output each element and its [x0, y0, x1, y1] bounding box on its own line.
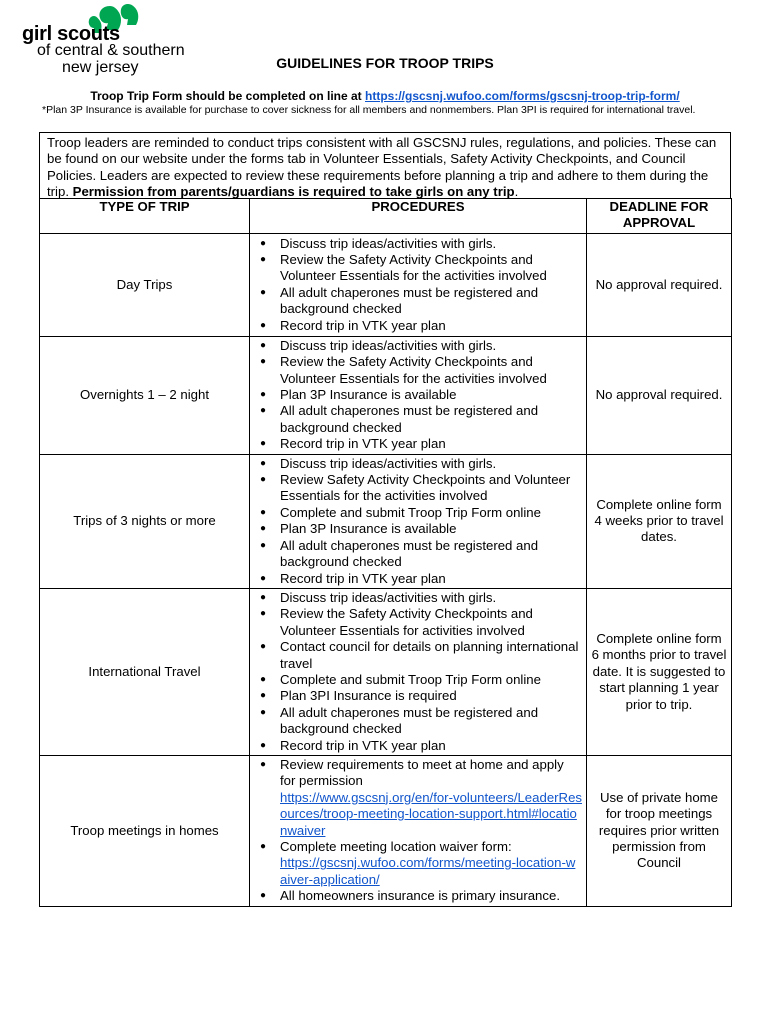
header-procedures: PROCEDURES [250, 199, 587, 234]
procedure-item: ● Discuss trip ideas/activities with girls. [254, 590, 582, 606]
procedure-item: ● Complete and submit Troop Trip Form online [254, 672, 582, 688]
procedures [250, 755, 587, 906]
procedure-item: ● Discuss trip ideas/activities with girls. [254, 338, 582, 354]
trip-type: Overnights 1 – 2 night [40, 336, 250, 454]
table-row [40, 588, 732, 755]
procedure-text: Complete meeting location waiver form: [280, 839, 512, 854]
procedures [250, 336, 587, 454]
procedure-item [254, 839, 582, 888]
logo-line-2: of central & southern [37, 42, 185, 59]
approval-deadline: No approval required. [587, 233, 732, 336]
procedure-item: ● Discuss trip ideas/activities with girls. [254, 456, 582, 472]
procedure-item: ● All adult chaperones must be registered and background checked [254, 705, 582, 738]
header-deadline: DEADLINE FOR APPROVAL [587, 199, 732, 234]
approval-deadline: No approval required. [587, 336, 732, 454]
approval-deadline: Complete online form 4 weeks prior to travel dates. [587, 454, 732, 588]
table-header-row [40, 199, 732, 234]
procedures [250, 588, 587, 755]
procedure-text: Review requirements to meet at home and apply for permission [280, 756, 564, 789]
procedure-item: ● Plan 3PI Insurance is required [254, 688, 582, 704]
procedure-item [254, 757, 582, 839]
procedure-item: ● Record trip in VTK year plan [254, 436, 582, 452]
trip-guidelines-table [39, 198, 732, 907]
location-waiver-link[interactable]: https://gscsnj.wufoo.com/forms/meeting-location-waiver-application/ [280, 855, 576, 887]
location-support-link[interactable]: https://www.gscsnj.org/en/for-volunteers/LeaderResources/troop-meeting-location-support.html#locationwaiver [280, 789, 582, 838]
procedure-item: ● All adult chaperones must be registered and background checked [254, 403, 582, 436]
procedure-item: ● Record trip in VTK year plan [254, 738, 582, 754]
procedure-item: ● Review the Safety Activity Checkpoints and Volunteer Essentials for the activities involved [254, 252, 582, 285]
procedure-item: ● Discuss trip ideas/activities with girls. [254, 236, 582, 252]
troop-trip-form-link[interactable]: https://gscsnj.wufoo.com/forms/gscsnj-troop-trip-form/ [365, 89, 680, 103]
table-row [40, 336, 732, 454]
procedure-item: ● All homeowners insurance is primary insurance. [254, 888, 582, 904]
procedures [250, 233, 587, 336]
form-line [40, 89, 730, 103]
logo-brand: girl scouts [22, 23, 120, 45]
trip-type: Troop meetings in homes [40, 755, 250, 906]
table-row [40, 755, 732, 906]
procedure-item: ● Review the Safety Activity Checkpoints and Volunteer Essentials for the activities involved [254, 354, 582, 387]
table-row [40, 454, 732, 588]
approval-deadline: Use of private home for troop meetings requires prior written permission from Council [587, 755, 732, 906]
notice-text: Troop leaders are reminded to conduct trips consistent with all GSCSNJ rules, regulations, and policies. These can be found on our website under the forms tab in Volunteer Essentials, Safety Activity Checkpoints, and Council Policies. Leaders are expected to review these requirements before planning a trip and adhere to them during the trip. [47, 135, 717, 200]
procedure-item: ● Record trip in VTK year plan [254, 318, 582, 334]
procedure-item: ● Review Safety Activity Checkpoints and Volunteer Essentials for the activities involved [254, 472, 582, 505]
procedure-item: ● Review the Safety Activity Checkpoints and Volunteer Essentials for activities involved [254, 606, 582, 639]
notice-end: . [514, 184, 519, 200]
header-type: TYPE OF TRIP [40, 199, 250, 234]
procedure-item: ● All adult chaperones must be registered and background checked [254, 285, 582, 318]
form-line-text: Troop Trip Form should be completed on line at [90, 89, 365, 103]
procedure-item: ● Plan 3P Insurance is available [254, 387, 582, 403]
procedure-item: ● All adult chaperones must be registered and background checked [254, 538, 582, 571]
approval-deadline: Complete online form 6 months prior to travel date. It is suggested to start planning 1 year prior to trip. [587, 588, 732, 755]
leader-notice [39, 132, 731, 198]
trip-type: Day Trips [40, 233, 250, 336]
procedure-item: ● Complete and submit Troop Trip Form online [254, 505, 582, 521]
trip-type: Trips of 3 nights or more [40, 454, 250, 588]
procedures [250, 454, 587, 588]
trip-type: International Travel [40, 588, 250, 755]
procedure-item: ● Plan 3P Insurance is available [254, 521, 582, 537]
insurance-note: *Plan 3P Insurance is available for purchase to cover sickness for all members and nonmembers. Plan 3PI is required for international travel. [42, 104, 696, 116]
procedure-item: ● Record trip in VTK year plan [254, 571, 582, 587]
page-title: GUIDELINES FOR TROOP TRIPS [276, 55, 494, 71]
notice-bold: Permission from parents/guardians is required to take girls on any trip [72, 184, 515, 200]
logo-line-3: new jersey [62, 59, 139, 76]
table-row [40, 233, 732, 336]
procedure-item: ● Contact council for details on planning international travel [254, 639, 582, 672]
